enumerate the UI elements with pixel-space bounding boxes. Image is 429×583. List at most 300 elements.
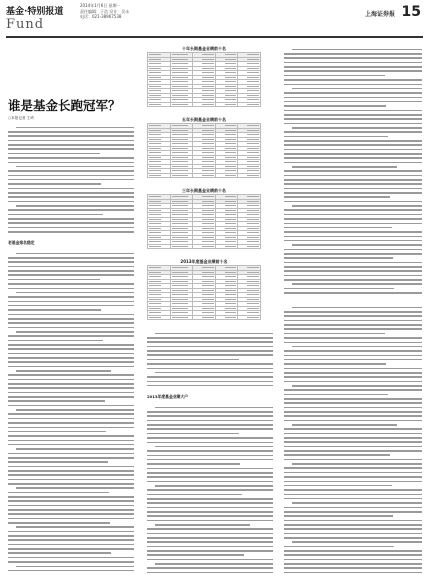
- text-line: [8, 539, 134, 541]
- text-line: [8, 222, 134, 224]
- cell-text-placeholder: [202, 59, 214, 60]
- header-rule: [6, 36, 423, 38]
- text-line: [147, 411, 273, 413]
- text-line: [284, 372, 422, 374]
- text-line: [284, 350, 422, 352]
- text-line: [16, 448, 134, 450]
- text-line: [284, 66, 422, 68]
- cell-text-placeholder: [149, 95, 161, 96]
- text-line: [8, 479, 134, 481]
- text-line: [284, 110, 422, 112]
- text-line: [284, 411, 422, 413]
- text-line: [8, 531, 134, 533]
- text-line: [8, 131, 134, 133]
- text-line: [8, 396, 134, 398]
- text-line: [8, 322, 134, 324]
- text-line: [284, 328, 422, 330]
- cell-text-placeholder: [149, 86, 161, 87]
- text-line: [8, 153, 100, 155]
- body-text-col3a: [284, 46, 422, 294]
- cell-text-placeholder: [225, 148, 237, 149]
- cell-text-placeholder: [172, 223, 189, 224]
- cell-text-placeholder: [149, 59, 161, 60]
- text-line: [16, 127, 134, 129]
- cell-text-placeholder: [202, 95, 214, 96]
- text-line: [284, 101, 422, 103]
- text-line: [284, 476, 422, 478]
- cell-text-placeholder: [172, 54, 189, 55]
- cell-text-placeholder: [247, 205, 259, 206]
- cell-text-placeholder: [225, 81, 237, 82]
- text-line: [292, 283, 422, 285]
- table-2-title: 五年长期基金业绩前十名: [182, 117, 226, 122]
- text-line: [292, 424, 397, 426]
- cell-text-placeholder: [225, 272, 237, 273]
- cell-text-placeholder: [202, 77, 214, 78]
- body-text-col2b: [147, 404, 273, 576]
- cell-text-placeholder: [149, 125, 161, 126]
- text-line: [16, 205, 134, 207]
- text-line: [16, 292, 134, 294]
- table-1: [147, 52, 261, 107]
- text-line: [147, 337, 273, 339]
- cell-text-placeholder: [172, 276, 189, 277]
- cell-text-placeholder: [225, 210, 237, 211]
- text-line: [147, 359, 239, 361]
- text-line: [8, 218, 134, 220]
- text-line: [8, 162, 134, 164]
- cell-text-placeholder: [247, 130, 259, 131]
- cell-text-placeholder: [172, 125, 189, 126]
- cell-text-placeholder: [172, 205, 189, 206]
- text-line: [8, 470, 134, 472]
- cell-text-placeholder: [172, 214, 189, 215]
- cell-text-placeholder: [202, 276, 214, 277]
- cell-text-placeholder: [225, 219, 237, 220]
- text-line: [8, 366, 134, 368]
- text-line: [155, 446, 273, 448]
- text-line: [8, 257, 134, 259]
- text-line: [292, 346, 422, 348]
- cell-text-placeholder: [149, 312, 161, 313]
- cell-text-placeholder: [202, 104, 214, 105]
- cell-text-placeholder: [247, 285, 259, 286]
- cell-text-placeholder: [149, 175, 161, 176]
- cell-text-placeholder: [225, 59, 237, 60]
- cell-text-placeholder: [172, 285, 189, 286]
- text-line: [284, 459, 422, 461]
- cell-text-placeholder: [149, 294, 161, 295]
- cell-text-placeholder: [149, 223, 161, 224]
- table-cell: [238, 244, 261, 249]
- text-line: [8, 483, 134, 485]
- cell-text-placeholder: [202, 205, 214, 206]
- cell-text-placeholder: [247, 59, 259, 60]
- text-line: [8, 466, 134, 468]
- cell-text-placeholder: [225, 175, 237, 176]
- text-line: [292, 244, 422, 246]
- cell-text-placeholder: [247, 77, 259, 78]
- cell-text-placeholder: [149, 157, 161, 158]
- text-line: [8, 457, 134, 459]
- cell-text-placeholder: [172, 196, 189, 197]
- text-line: [8, 270, 134, 272]
- text-line: [284, 446, 422, 448]
- text-line: [8, 344, 134, 346]
- cell-text-placeholder: [149, 99, 161, 100]
- text-line: [147, 515, 273, 517]
- text-line: [284, 183, 422, 185]
- cell-text-placeholder: [225, 205, 237, 206]
- text-line: [147, 459, 273, 461]
- cell-text-placeholder: [225, 312, 237, 313]
- cell-text-placeholder: [202, 54, 214, 55]
- table-cell: [215, 173, 238, 178]
- cell-text-placeholder: [247, 267, 259, 268]
- cell-text-placeholder: [202, 99, 214, 100]
- cell-text-placeholder: [202, 68, 214, 69]
- cell-text-placeholder: [172, 219, 189, 220]
- cell-text-placeholder: [202, 72, 214, 73]
- text-line: [284, 279, 422, 281]
- text-line: [8, 570, 134, 572]
- cell-text-placeholder: [149, 166, 161, 167]
- cell-text-placeholder: [247, 125, 259, 126]
- cell-text-placeholder: [149, 81, 161, 82]
- cell-text-placeholder: [247, 317, 259, 318]
- text-line: [8, 179, 134, 181]
- cell-text-placeholder: [149, 205, 161, 206]
- text-line: [155, 563, 273, 565]
- cell-text-placeholder: [225, 125, 237, 126]
- cell-text-placeholder: [202, 152, 214, 153]
- text-line: [284, 481, 422, 483]
- text-line: [8, 157, 134, 159]
- text-line: [8, 500, 134, 502]
- cell-text-placeholder: [172, 134, 189, 135]
- cell-text-placeholder: [202, 246, 214, 247]
- text-line: [284, 214, 422, 216]
- cell-text-placeholder: [247, 246, 259, 247]
- text-line: [284, 311, 422, 313]
- text-line: [8, 453, 134, 455]
- table-cell: [148, 102, 171, 107]
- text-line: [284, 218, 422, 220]
- cell-text-placeholder: [149, 317, 161, 318]
- cell-text-placeholder: [202, 267, 214, 268]
- cell-text-placeholder: [172, 152, 189, 153]
- cell-text-placeholder: [225, 294, 237, 295]
- cell-text-placeholder: [202, 130, 214, 131]
- text-line: [8, 305, 134, 307]
- text-line: [284, 131, 422, 133]
- page-number: 15: [401, 4, 421, 20]
- cell-text-placeholder: [225, 104, 237, 105]
- text-line: [284, 84, 422, 86]
- text-line: [8, 135, 134, 137]
- cell-text-placeholder: [149, 267, 161, 268]
- body-text-col1a: [8, 124, 134, 236]
- cell-text-placeholder: [172, 161, 189, 162]
- cell-text-placeholder: [247, 99, 259, 100]
- text-line: [292, 463, 422, 465]
- text-line: [8, 140, 134, 142]
- cell-text-placeholder: [172, 77, 189, 78]
- cell-text-placeholder: [247, 175, 259, 176]
- cell-text-placeholder: [149, 281, 161, 282]
- subhead-2: 2013年度基金业绩大户: [147, 394, 188, 399]
- cell-text-placeholder: [172, 72, 189, 73]
- cell-text-placeholder: [225, 99, 237, 100]
- text-line: [16, 331, 134, 333]
- text-line: [284, 196, 390, 198]
- cell-text-placeholder: [172, 130, 189, 131]
- text-line: [147, 450, 273, 452]
- text-line: [284, 572, 422, 574]
- date-line: 2014年1月6日 星期一: [80, 3, 121, 8]
- text-line: [8, 335, 134, 337]
- cell-text-placeholder: [225, 276, 237, 277]
- text-line: [147, 415, 273, 417]
- cell-text-placeholder: [149, 143, 161, 144]
- cell-text-placeholder: [172, 228, 189, 229]
- text-line: [8, 383, 134, 385]
- text-line: [8, 492, 109, 494]
- cell-text-placeholder: [225, 246, 237, 247]
- cell-text-placeholder: [172, 294, 189, 295]
- cell-text-placeholder: [149, 272, 161, 273]
- cell-text-placeholder: [202, 161, 214, 162]
- cell-text-placeholder: [149, 72, 161, 73]
- text-line: [284, 53, 422, 55]
- cell-text-placeholder: [149, 196, 161, 197]
- text-line: [147, 554, 244, 556]
- text-line: [8, 348, 134, 350]
- cell-text-placeholder: [172, 104, 189, 105]
- cell-text-placeholder: [247, 148, 259, 149]
- cell-text-placeholder: [225, 232, 237, 233]
- cell-text-placeholder: [149, 276, 161, 277]
- cell-text-placeholder: [149, 285, 161, 286]
- text-line: [292, 502, 422, 504]
- cell-text-placeholder: [225, 308, 237, 309]
- text-line: [8, 379, 134, 381]
- text-line: [8, 405, 134, 407]
- cell-text-placeholder: [202, 223, 214, 224]
- text-line: [147, 385, 273, 387]
- text-line: [147, 533, 273, 535]
- cell-text-placeholder: [202, 175, 214, 176]
- cell-text-placeholder: [202, 308, 214, 309]
- text-line: [16, 566, 134, 568]
- cell-text-placeholder: [172, 86, 189, 87]
- text-line: [8, 309, 101, 311]
- text-line: [8, 505, 134, 507]
- cell-text-placeholder: [172, 210, 189, 211]
- cell-text-placeholder: [225, 139, 237, 140]
- cell-text-placeholder: [172, 317, 189, 318]
- text-line: [8, 283, 134, 285]
- cell-text-placeholder: [172, 308, 189, 309]
- text-line: [8, 509, 134, 511]
- text-line: [147, 559, 273, 561]
- tel-line: 电话：021-38967538: [80, 14, 122, 19]
- text-line: [284, 368, 422, 370]
- cell-text-placeholder: [172, 303, 189, 304]
- byline: ○本报记者 王琦: [8, 116, 34, 120]
- text-line: [147, 537, 273, 539]
- text-line: [284, 209, 422, 211]
- text-line: [8, 214, 103, 216]
- text-line: [284, 75, 385, 77]
- cell-text-placeholder: [149, 148, 161, 149]
- text-line: [284, 144, 422, 146]
- text-line: [284, 533, 422, 535]
- cell-text-placeholder: [225, 152, 237, 153]
- text-line: [8, 188, 134, 190]
- cell-text-placeholder: [149, 210, 161, 211]
- text-line: [147, 494, 242, 496]
- table-cell: [193, 173, 216, 178]
- text-line: [284, 376, 422, 378]
- cell-text-placeholder: [149, 308, 161, 309]
- cell-text-placeholder: [225, 72, 237, 73]
- table-cell: [215, 244, 238, 249]
- text-line: [147, 511, 273, 513]
- cell-text-placeholder: [149, 104, 161, 105]
- editor-line: 责任编辑：于浩 设计：吴永: [80, 8, 130, 14]
- cell-text-placeholder: [225, 95, 237, 96]
- text-line: [147, 498, 273, 500]
- text-line: [284, 359, 422, 361]
- cell-text-placeholder: [172, 148, 189, 149]
- text-line: [8, 544, 134, 546]
- cell-text-placeholder: [172, 241, 189, 242]
- cell-text-placeholder: [225, 86, 237, 87]
- cell-text-placeholder: [149, 54, 161, 55]
- cell-text-placeholder: [247, 86, 259, 87]
- cell-text-placeholder: [247, 237, 259, 238]
- cell-text-placeholder: [149, 134, 161, 135]
- text-line: [284, 428, 422, 430]
- text-line: [147, 520, 273, 522]
- cell-text-placeholder: [202, 294, 214, 295]
- text-line: [284, 257, 393, 259]
- text-line: [284, 554, 422, 556]
- cell-text-placeholder: [172, 99, 189, 100]
- text-line: [292, 307, 422, 309]
- text-line: [147, 455, 273, 457]
- text-line: [284, 227, 392, 229]
- text-line: [284, 433, 422, 435]
- cell-text-placeholder: [172, 81, 189, 82]
- text-line: [284, 563, 422, 565]
- text-line: [284, 270, 422, 272]
- text-line: [284, 324, 422, 326]
- text-line: [284, 223, 422, 225]
- table-cell: [238, 102, 261, 107]
- cell-text-placeholder: [247, 139, 259, 140]
- text-line: [8, 192, 134, 194]
- table-3-title: 三年长期基金业绩前十名: [182, 188, 226, 193]
- text-line: [284, 175, 422, 177]
- cell-text-placeholder: [225, 143, 237, 144]
- text-line: [8, 427, 134, 429]
- newspaper-name: 上海证券报: [364, 11, 395, 18]
- text-line: [147, 463, 240, 465]
- text-line: [8, 548, 134, 550]
- cell-text-placeholder: [172, 272, 189, 273]
- cell-text-placeholder: [247, 63, 259, 64]
- text-line: [284, 394, 388, 396]
- text-line: [284, 420, 422, 422]
- text-line: [147, 341, 273, 343]
- text-line: [284, 437, 422, 439]
- text-line: [8, 561, 134, 563]
- text-line: [284, 337, 422, 339]
- text-line: [8, 274, 134, 276]
- table-cell: [215, 102, 238, 107]
- cell-text-placeholder: [247, 54, 259, 55]
- text-line: [147, 442, 273, 444]
- text-line: [284, 485, 392, 487]
- cell-text-placeholder: [202, 148, 214, 149]
- cell-text-placeholder: [172, 290, 189, 291]
- text-line: [284, 188, 422, 190]
- cell-text-placeholder: [202, 232, 214, 233]
- cell-text-placeholder: [225, 54, 237, 55]
- cell-text-placeholder: [172, 90, 189, 91]
- text-line: [147, 502, 273, 504]
- text-line: [8, 227, 134, 229]
- text-line: [8, 444, 134, 446]
- text-line: [284, 441, 422, 443]
- cell-text-placeholder: [202, 81, 214, 82]
- cell-text-placeholder: [172, 312, 189, 313]
- cell-text-placeholder: [172, 170, 189, 171]
- section-english-title: Fund: [6, 17, 45, 32]
- text-line: [155, 333, 273, 335]
- subhead-1: 老基金排名稳定: [8, 240, 35, 245]
- cell-text-placeholder: [247, 214, 259, 215]
- text-line: [8, 535, 134, 537]
- cell-text-placeholder: [172, 157, 189, 158]
- cell-text-placeholder: [225, 166, 237, 167]
- text-line: [147, 368, 273, 370]
- text-line: [284, 262, 422, 264]
- text-line: [284, 389, 422, 391]
- text-line: [147, 428, 273, 430]
- cell-text-placeholder: [149, 152, 161, 153]
- text-line: [284, 231, 422, 233]
- text-line: [8, 431, 106, 433]
- cell-text-placeholder: [225, 290, 237, 291]
- text-line: [284, 70, 422, 72]
- text-line: [292, 205, 422, 207]
- cell-text-placeholder: [225, 130, 237, 131]
- text-line: [8, 522, 110, 524]
- text-line: [147, 420, 273, 422]
- cell-text-placeholder: [202, 157, 214, 158]
- text-line: [284, 170, 422, 172]
- text-line: [147, 507, 273, 509]
- cell-text-placeholder: [247, 201, 259, 202]
- cell-text-placeholder: [225, 317, 237, 318]
- text-line: [284, 253, 422, 255]
- text-line: [284, 415, 422, 417]
- text-line: [292, 385, 422, 387]
- text-line: [284, 201, 422, 203]
